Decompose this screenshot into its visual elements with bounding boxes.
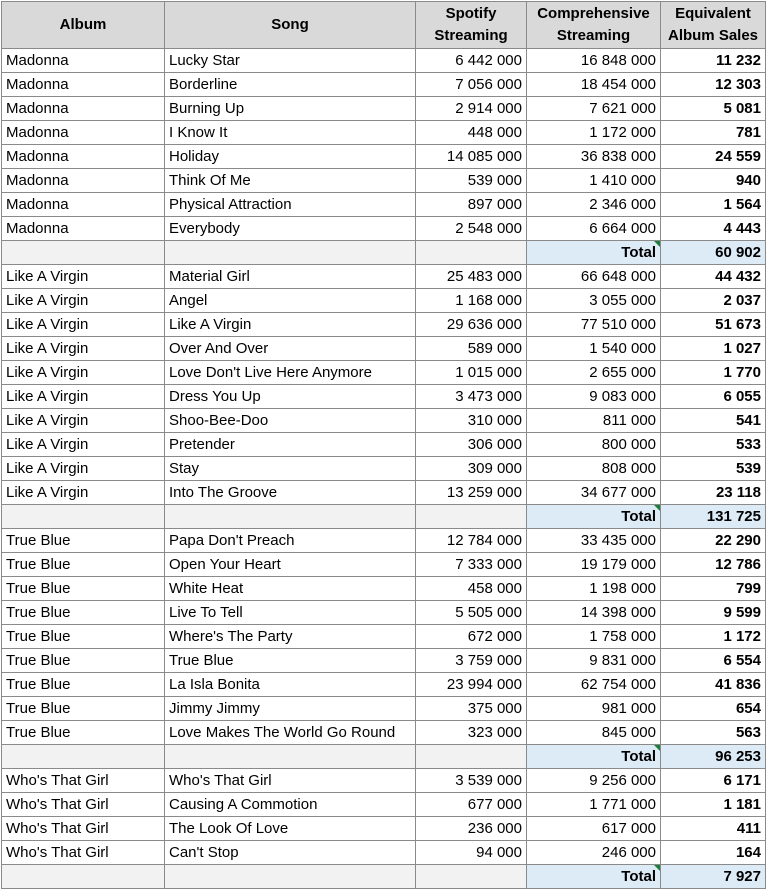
comprehensive-streaming-cell[interactable]: 2 655 000 [527,361,661,385]
song-cell[interactable]: Everybody [165,217,416,241]
equivalent-album-sales-cell[interactable]: 781 [661,121,766,145]
spotify-streaming-cell[interactable]: 14 085 000 [416,145,527,169]
album-cell[interactable]: Like A Virgin [2,337,165,361]
equivalent-album-sales-cell[interactable]: 6 171 [661,769,766,793]
equivalent-album-sales-cell[interactable]: 1 172 [661,625,766,649]
cell-indicator-icon [654,241,660,247]
comprehensive-streaming-cell[interactable]: 34 677 000 [527,481,661,505]
song-cell[interactable]: Dress You Up [165,385,416,409]
table-row [2,649,766,673]
table-row [2,457,766,481]
total-value[interactable]: 60 902 [661,241,766,265]
album-cell[interactable]: Like A Virgin [2,433,165,457]
spotify-streaming-cell[interactable]: 1 168 000 [416,289,527,313]
song-cell[interactable]: Shoo-Bee-Doo [165,409,416,433]
spotify-streaming-cell[interactable]: 2 914 000 [416,97,527,121]
table-row [2,793,766,817]
comprehensive-streaming-cell[interactable]: 2 346 000 [527,193,661,217]
spotify-streaming-cell[interactable]: 323 000 [416,721,527,745]
equivalent-album-sales-cell[interactable]: 4 443 [661,217,766,241]
comprehensive-streaming-cell[interactable]: 66 648 000 [527,265,661,289]
spotify-streaming-cell[interactable]: 29 636 000 [416,313,527,337]
equivalent-album-sales-cell[interactable]: 22 290 [661,529,766,553]
total-label[interactable]: Total [527,241,661,265]
total-value[interactable]: 131 725 [661,505,766,529]
song-cell[interactable]: Love Makes The World Go Round [165,721,416,745]
spotify-streaming-cell[interactable]: 310 000 [416,409,527,433]
spotify-streaming-cell[interactable]: 306 000 [416,433,527,457]
equivalent-album-sales-cell[interactable]: 541 [661,409,766,433]
song-cell[interactable]: La Isla Bonita [165,673,416,697]
song-cell[interactable]: Borderline [165,73,416,97]
song-cell[interactable]: The Look Of Love [165,817,416,841]
album-cell[interactable]: Like A Virgin [2,481,165,505]
album-cell[interactable]: True Blue [2,625,165,649]
comprehensive-streaming-cell[interactable]: 1 540 000 [527,337,661,361]
song-cell[interactable]: Where's The Party [165,625,416,649]
comprehensive-streaming-cell[interactable]: 1 172 000 [527,121,661,145]
equivalent-album-sales-cell[interactable]: 1 770 [661,361,766,385]
comprehensive-streaming-cell[interactable]: 77 510 000 [527,313,661,337]
comprehensive-streaming-cell[interactable]: 1 771 000 [527,793,661,817]
spotify-streaming-cell[interactable]: 7 056 000 [416,73,527,97]
album-cell[interactable]: True Blue [2,649,165,673]
empty-cell[interactable] [165,865,416,889]
album-cell[interactable]: Madonna [2,49,165,73]
album-cell[interactable]: Madonna [2,169,165,193]
total-row [2,745,766,769]
total-row [2,865,766,889]
album-cell[interactable]: Like A Virgin [2,289,165,313]
empty-cell[interactable] [2,745,165,769]
empty-cell[interactable] [2,865,165,889]
comprehensive-streaming-cell[interactable]: 845 000 [527,721,661,745]
table-row [2,625,766,649]
comprehensive-streaming-cell[interactable]: 1 758 000 [527,625,661,649]
spotify-streaming-cell[interactable]: 236 000 [416,817,527,841]
empty-cell[interactable] [416,865,527,889]
comprehensive-streaming-cell[interactable]: 1 198 000 [527,577,661,601]
song-cell[interactable]: True Blue [165,649,416,673]
equivalent-album-sales-cell[interactable]: 563 [661,721,766,745]
album-cell[interactable]: Madonna [2,121,165,145]
equivalent-album-sales-cell[interactable]: 23 118 [661,481,766,505]
song-cell[interactable]: Jimmy Jimmy [165,697,416,721]
table-row [2,721,766,745]
song-cell[interactable]: Angel [165,289,416,313]
equivalent-album-sales-cell[interactable]: 940 [661,169,766,193]
cell-indicator-icon [654,505,660,511]
song-cell[interactable]: Who's That Girl [165,769,416,793]
comprehensive-streaming-cell[interactable]: 14 398 000 [527,601,661,625]
spotify-streaming-cell[interactable]: 309 000 [416,457,527,481]
table-row [2,169,766,193]
header-song[interactable]: Song [165,2,416,49]
spotify-streaming-cell[interactable]: 1 015 000 [416,361,527,385]
album-cell[interactable]: Who's That Girl [2,841,165,865]
album-cell[interactable]: Who's That Girl [2,817,165,841]
table-row [2,73,766,97]
header-comprehensive-streaming[interactable]: Comprehensive Streaming [527,2,661,49]
album-cell[interactable]: Who's That Girl [2,769,165,793]
album-cell[interactable]: True Blue [2,697,165,721]
comprehensive-streaming-cell[interactable]: 62 754 000 [527,673,661,697]
spotify-streaming-cell[interactable]: 2 548 000 [416,217,527,241]
song-cell[interactable]: Think Of Me [165,169,416,193]
equivalent-album-sales-cell[interactable]: 1 181 [661,793,766,817]
song-cell[interactable]: Open Your Heart [165,553,416,577]
equivalent-album-sales-cell[interactable]: 12 303 [661,73,766,97]
header-album[interactable]: Album [2,2,165,49]
comprehensive-streaming-cell[interactable]: 9 256 000 [527,769,661,793]
song-cell[interactable]: Over And Over [165,337,416,361]
empty-cell[interactable] [165,241,416,265]
equivalent-album-sales-cell[interactable]: 24 559 [661,145,766,169]
table-row [2,529,766,553]
song-cell[interactable]: Like A Virgin [165,313,416,337]
comprehensive-streaming-cell[interactable]: 6 664 000 [527,217,661,241]
total-label[interactable]: Total [527,745,661,769]
spotify-streaming-cell[interactable]: 3 473 000 [416,385,527,409]
spotify-streaming-cell[interactable]: 94 000 [416,841,527,865]
album-cell[interactable]: True Blue [2,601,165,625]
empty-cell[interactable] [165,745,416,769]
header-equivalent-album-sales[interactable]: Equivalent Album Sales [661,2,766,49]
comprehensive-streaming-cell[interactable]: 33 435 000 [527,529,661,553]
equivalent-album-sales-cell[interactable]: 2 037 [661,289,766,313]
table-row [2,337,766,361]
table-row [2,313,766,337]
song-cell[interactable]: Causing A Commotion [165,793,416,817]
spotify-streaming-cell[interactable]: 677 000 [416,793,527,817]
empty-cell[interactable] [2,241,165,265]
empty-cell[interactable] [165,505,416,529]
comprehensive-streaming-cell[interactable]: 617 000 [527,817,661,841]
table-row [2,841,766,865]
song-cell[interactable]: Holiday [165,145,416,169]
equivalent-album-sales-cell[interactable]: 6 554 [661,649,766,673]
equivalent-album-sales-cell[interactable]: 44 432 [661,265,766,289]
comprehensive-streaming-cell[interactable]: 808 000 [527,457,661,481]
table-row [2,769,766,793]
song-cell[interactable]: White Heat [165,577,416,601]
album-cell[interactable]: Madonna [2,217,165,241]
table-row [2,361,766,385]
table-row [2,385,766,409]
spotify-streaming-cell[interactable]: 25 483 000 [416,265,527,289]
song-cell[interactable]: Burning Up [165,97,416,121]
table-row [2,265,766,289]
album-cell[interactable]: Madonna [2,97,165,121]
album-cell[interactable]: Madonna [2,145,165,169]
album-cell[interactable]: Madonna [2,193,165,217]
table-row [2,145,766,169]
total-label[interactable]: Total [527,865,661,889]
song-cell[interactable]: I Know It [165,121,416,145]
album-cell[interactable]: Like A Virgin [2,385,165,409]
song-cell[interactable]: Papa Don't Preach [165,529,416,553]
song-cell[interactable]: Live To Tell [165,601,416,625]
table-row [2,553,766,577]
song-cell[interactable]: Into The Groove [165,481,416,505]
song-cell[interactable]: Love Don't Live Here Anymore [165,361,416,385]
equivalent-album-sales-cell[interactable]: 12 786 [661,553,766,577]
equivalent-album-sales-cell[interactable]: 164 [661,841,766,865]
cell-indicator-icon [654,745,660,751]
spotify-streaming-cell[interactable]: 897 000 [416,193,527,217]
equivalent-album-sales-cell[interactable]: 9 599 [661,601,766,625]
spotify-streaming-cell[interactable]: 12 784 000 [416,529,527,553]
table-row [2,577,766,601]
spotify-streaming-cell[interactable]: 375 000 [416,697,527,721]
album-cell[interactable]: True Blue [2,577,165,601]
table-row [2,193,766,217]
comprehensive-streaming-cell[interactable]: 1 410 000 [527,169,661,193]
total-row [2,241,766,265]
table-row [2,817,766,841]
equivalent-album-sales-cell[interactable]: 51 673 [661,313,766,337]
table-row [2,673,766,697]
comprehensive-streaming-cell[interactable]: 16 848 000 [527,49,661,73]
comprehensive-streaming-cell[interactable]: 7 621 000 [527,97,661,121]
album-cell[interactable]: Like A Virgin [2,313,165,337]
empty-cell[interactable] [416,745,527,769]
table-row [2,697,766,721]
total-label[interactable]: Total [527,505,661,529]
header-row [2,2,766,49]
album-cell[interactable]: Like A Virgin [2,457,165,481]
spotify-streaming-cell[interactable]: 5 505 000 [416,601,527,625]
equivalent-album-sales-cell[interactable]: 5 081 [661,97,766,121]
equivalent-album-sales-cell[interactable]: 6 055 [661,385,766,409]
table-row [2,217,766,241]
empty-cell[interactable] [416,241,527,265]
song-cell[interactable]: Can't Stop [165,841,416,865]
empty-cell[interactable] [416,505,527,529]
table-body [2,49,766,889]
album-cell[interactable]: True Blue [2,673,165,697]
song-cell[interactable]: Stay [165,457,416,481]
equivalent-album-sales-cell[interactable]: 799 [661,577,766,601]
song-cell[interactable]: Lucky Star [165,49,416,73]
table-row [2,601,766,625]
equivalent-album-sales-cell[interactable]: 41 836 [661,673,766,697]
total-row [2,505,766,529]
table-row [2,481,766,505]
spotify-streaming-cell[interactable]: 13 259 000 [416,481,527,505]
equivalent-album-sales-cell[interactable]: 1 027 [661,337,766,361]
album-cell[interactable]: Like A Virgin [2,265,165,289]
streaming-sales-table [1,1,766,889]
song-cell[interactable]: Physical Attraction [165,193,416,217]
comprehensive-streaming-cell[interactable]: 811 000 [527,409,661,433]
spotify-streaming-cell[interactable]: 7 333 000 [416,553,527,577]
table-row [2,121,766,145]
album-cell[interactable]: Like A Virgin [2,361,165,385]
album-cell[interactable]: Like A Virgin [2,409,165,433]
comprehensive-streaming-cell[interactable]: 19 179 000 [527,553,661,577]
comprehensive-streaming-cell[interactable]: 800 000 [527,433,661,457]
album-cell[interactable]: Madonna [2,73,165,97]
equivalent-album-sales-cell[interactable]: 533 [661,433,766,457]
album-cell[interactable]: True Blue [2,553,165,577]
table-row [2,97,766,121]
table-row [2,433,766,457]
spotify-streaming-cell[interactable]: 3 539 000 [416,769,527,793]
total-value[interactable]: 96 253 [661,745,766,769]
equivalent-album-sales-cell[interactable]: 539 [661,457,766,481]
spotify-streaming-cell[interactable]: 23 994 000 [416,673,527,697]
spotify-streaming-cell[interactable]: 589 000 [416,337,527,361]
spotify-streaming-cell[interactable]: 3 759 000 [416,649,527,673]
spotify-streaming-cell[interactable]: 448 000 [416,121,527,145]
comprehensive-streaming-cell[interactable]: 981 000 [527,697,661,721]
comprehensive-streaming-cell[interactable]: 9 083 000 [527,385,661,409]
spotify-streaming-cell[interactable]: 672 000 [416,625,527,649]
cell-indicator-icon [654,865,660,871]
total-value[interactable]: 7 927 [661,865,766,889]
comprehensive-streaming-cell[interactable]: 3 055 000 [527,289,661,313]
spotify-streaming-cell[interactable]: 458 000 [416,577,527,601]
table-row [2,49,766,73]
equivalent-album-sales-cell[interactable]: 411 [661,817,766,841]
empty-cell[interactable] [2,505,165,529]
song-cell[interactable]: Material Girl [165,265,416,289]
equivalent-album-sales-cell[interactable]: 654 [661,697,766,721]
equivalent-album-sales-cell[interactable]: 11 232 [661,49,766,73]
table-row [2,289,766,313]
header-spotify-streaming[interactable]: Spotify Streaming [416,2,527,49]
spotify-streaming-cell[interactable]: 6 442 000 [416,49,527,73]
table-row [2,409,766,433]
comprehensive-streaming-cell[interactable]: 9 831 000 [527,649,661,673]
comprehensive-streaming-cell[interactable]: 36 838 000 [527,145,661,169]
album-cell[interactable]: True Blue [2,529,165,553]
album-cell[interactable]: True Blue [2,721,165,745]
spotify-streaming-cell[interactable]: 539 000 [416,169,527,193]
equivalent-album-sales-cell[interactable]: 1 564 [661,193,766,217]
comprehensive-streaming-cell[interactable]: 246 000 [527,841,661,865]
song-cell[interactable]: Pretender [165,433,416,457]
comprehensive-streaming-cell[interactable]: 18 454 000 [527,73,661,97]
album-cell[interactable]: Who's That Girl [2,793,165,817]
